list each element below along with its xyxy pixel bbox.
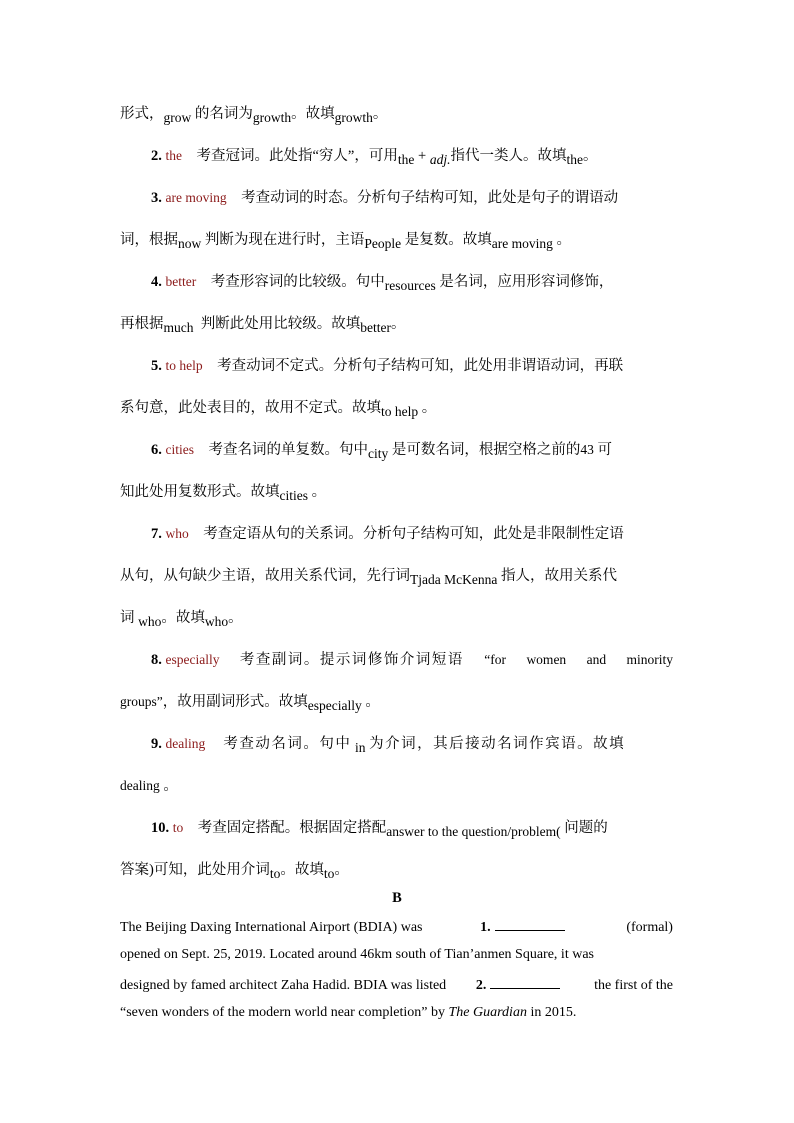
text: city — [368, 446, 389, 461]
text: who — [138, 614, 162, 629]
answer-item-3-cont — [120, 228, 673, 249]
section-b-title: B — [392, 890, 402, 906]
answer-item-10 — [151, 816, 673, 837]
text: much — [163, 320, 194, 335]
answer-item-4 — [151, 270, 673, 291]
text: 从句，从句缺少主语，故用关系代词，先行词 — [120, 568, 410, 584]
answer-word: to help — [165, 358, 203, 373]
text: opened on Sept. 25, 2019. Located around 46km south of Tian’anmen Square, it was — [120, 947, 594, 962]
answer-item-5-cont — [120, 396, 673, 417]
text: 。故填 — [280, 862, 324, 878]
text: designed by famed architect Zaha Hadid. BDIA was listed — [120, 978, 447, 993]
answer-word: are moving — [165, 190, 227, 205]
text: Tjada McKenna — [410, 572, 498, 587]
item-number: 6. — [151, 442, 162, 458]
text: grow — [163, 110, 192, 125]
answer-item-7-cont — [120, 564, 673, 585]
text: resources — [384, 278, 436, 293]
text: ，故用副词形式。故填 — [162, 694, 308, 710]
blank-number: 1. — [480, 920, 491, 935]
answer-item-8-cont — [120, 690, 673, 711]
text: + — [418, 148, 427, 164]
answer-item-9 — [151, 732, 673, 753]
text: 可 — [597, 442, 612, 458]
answer-word: especially — [165, 652, 220, 667]
answer-item-3 — [151, 186, 673, 207]
text: 判断为现在进行时，主语 — [204, 232, 365, 248]
item-number: 9. — [151, 736, 162, 752]
answer-item-9-cont — [120, 774, 673, 795]
text: (formal) — [626, 920, 673, 935]
text: and — [586, 652, 607, 667]
text: People — [364, 236, 402, 251]
explanation-text: 考查副词。提示词修饰介词短语 — [239, 652, 464, 668]
text: 系句意，此处表目的，故用不定式。故填 — [120, 400, 381, 416]
item-number: 7. — [151, 526, 162, 542]
blank-1 — [495, 918, 565, 931]
item-number: 2. — [151, 148, 162, 164]
text: growth — [252, 110, 292, 125]
blank-2 — [490, 976, 560, 989]
passage-line-2 — [120, 947, 673, 963]
text: 指代一类人。故填 — [450, 148, 567, 164]
answer-item-6-cont — [120, 480, 673, 501]
blank-2-group — [476, 976, 565, 994]
text: 是复数。故填 — [404, 232, 492, 248]
answer-line-1-end — [120, 102, 673, 123]
text: The Beijing Daxing International Airport (BDIA) was — [120, 920, 423, 935]
text: 词，根据 — [120, 232, 178, 248]
answer-word: the — [165, 148, 182, 163]
text: adj. — [429, 152, 451, 167]
passage-line-4 — [120, 1005, 673, 1021]
text: to — [269, 866, 281, 881]
explanation-text: 考查动名词。句中 — [223, 736, 352, 752]
passage-line-3 — [120, 976, 673, 994]
text: dealing — [120, 778, 160, 793]
explanation-text: 考查定语从句的关系词。分析句子结构可知，此处是非限制性定语 — [203, 526, 624, 542]
passage-line-1 — [120, 918, 673, 936]
text: growth — [334, 110, 373, 125]
text: The Guardian — [448, 1005, 527, 1020]
text: 。 — [163, 778, 178, 794]
text: 。 — [311, 484, 327, 500]
text: 。 — [582, 148, 598, 164]
text: 。 — [390, 316, 406, 332]
answer-word: to — [172, 820, 184, 835]
text: the — [566, 152, 583, 167]
answer-item-8 — [151, 648, 673, 669]
text: answer to the question/problem( — [386, 824, 561, 839]
text: 。 — [334, 862, 349, 878]
text: to — [323, 866, 335, 881]
explanation-text: 考查冠词。此处指“穷人”，可用 — [196, 148, 398, 164]
text: 为介词，其后接动名词作宾语。故填 — [369, 736, 626, 752]
text: to help — [381, 404, 419, 419]
text: 。 — [556, 232, 571, 248]
text: groups” — [120, 694, 163, 709]
blank-1-group — [480, 918, 569, 936]
text: 。故填 — [291, 106, 335, 122]
answer-word: who — [165, 526, 189, 541]
text: the — [397, 152, 415, 167]
text: 是名词，应用形容词修饰， — [439, 274, 614, 290]
text: 。 — [421, 400, 437, 416]
text: 的名词为 — [194, 106, 253, 122]
answer-word: dealing — [165, 736, 206, 751]
text: now — [178, 236, 202, 251]
text: cities — [279, 488, 308, 503]
text: the first of the — [594, 978, 673, 993]
text: in — [355, 740, 366, 755]
text: 指人，故用关系代 — [500, 568, 617, 584]
answer-item-2 — [151, 144, 673, 165]
explanation-text: 考查固定搭配。根据固定搭配 — [197, 820, 387, 836]
item-number: 3. — [151, 190, 162, 206]
text: who — [204, 614, 229, 629]
answer-item-6 — [151, 438, 673, 459]
answer-item-10-cont — [120, 858, 673, 879]
text: women — [526, 652, 567, 667]
explanation-text: 考查名词的单复数。句中 — [208, 442, 368, 458]
explanation-text: 考查形容词的比较级。句中 — [210, 274, 385, 290]
item-number: 4. — [151, 274, 162, 290]
text: 知此处用复数形式。故填 — [120, 484, 280, 500]
item-head — [151, 652, 219, 669]
text: better — [360, 320, 391, 335]
text: 。 — [365, 694, 380, 710]
text: 形式， — [120, 106, 164, 122]
text: 可知，此处用介词 — [153, 862, 270, 878]
text: “for — [484, 652, 507, 667]
text: 。 — [228, 610, 243, 626]
answer-word: cities — [165, 442, 194, 457]
text: 。故填 — [161, 610, 205, 626]
text: 判断此处用比较级。故填 — [200, 316, 361, 332]
explanation-text: 考查动词的时态。分析句子结构可知，此处是句子的谓语动 — [241, 190, 619, 206]
text: especially — [307, 698, 362, 713]
text: 是可数名词，根据空格之前的 — [391, 442, 581, 458]
text: 问题的 — [564, 820, 608, 836]
text: 43 — [580, 442, 594, 457]
item-number: 10. — [151, 820, 170, 836]
answer-word: better — [165, 274, 197, 289]
answer-item-5 — [151, 354, 673, 375]
text: in 2015. — [530, 1005, 577, 1020]
text: 词 — [120, 610, 135, 626]
text: 再根据 — [120, 316, 164, 332]
text: are moving — [491, 236, 553, 251]
answer-item-7-cont2 — [120, 606, 673, 627]
text: 答案) — [120, 862, 154, 878]
text: minority — [626, 652, 673, 667]
text: 。 — [372, 106, 388, 122]
explanation-text: 考查动词不定式。分析句子结构可知，此处用非谓语动词，再联 — [217, 358, 624, 374]
answer-item-7 — [151, 522, 673, 543]
answer-item-4-cont — [120, 312, 673, 333]
text: “seven wonders of the modern world near completion” by — [120, 1005, 446, 1020]
blank-number: 2. — [475, 978, 487, 993]
item-number: 8. — [151, 652, 162, 668]
item-number: 5. — [151, 358, 162, 374]
